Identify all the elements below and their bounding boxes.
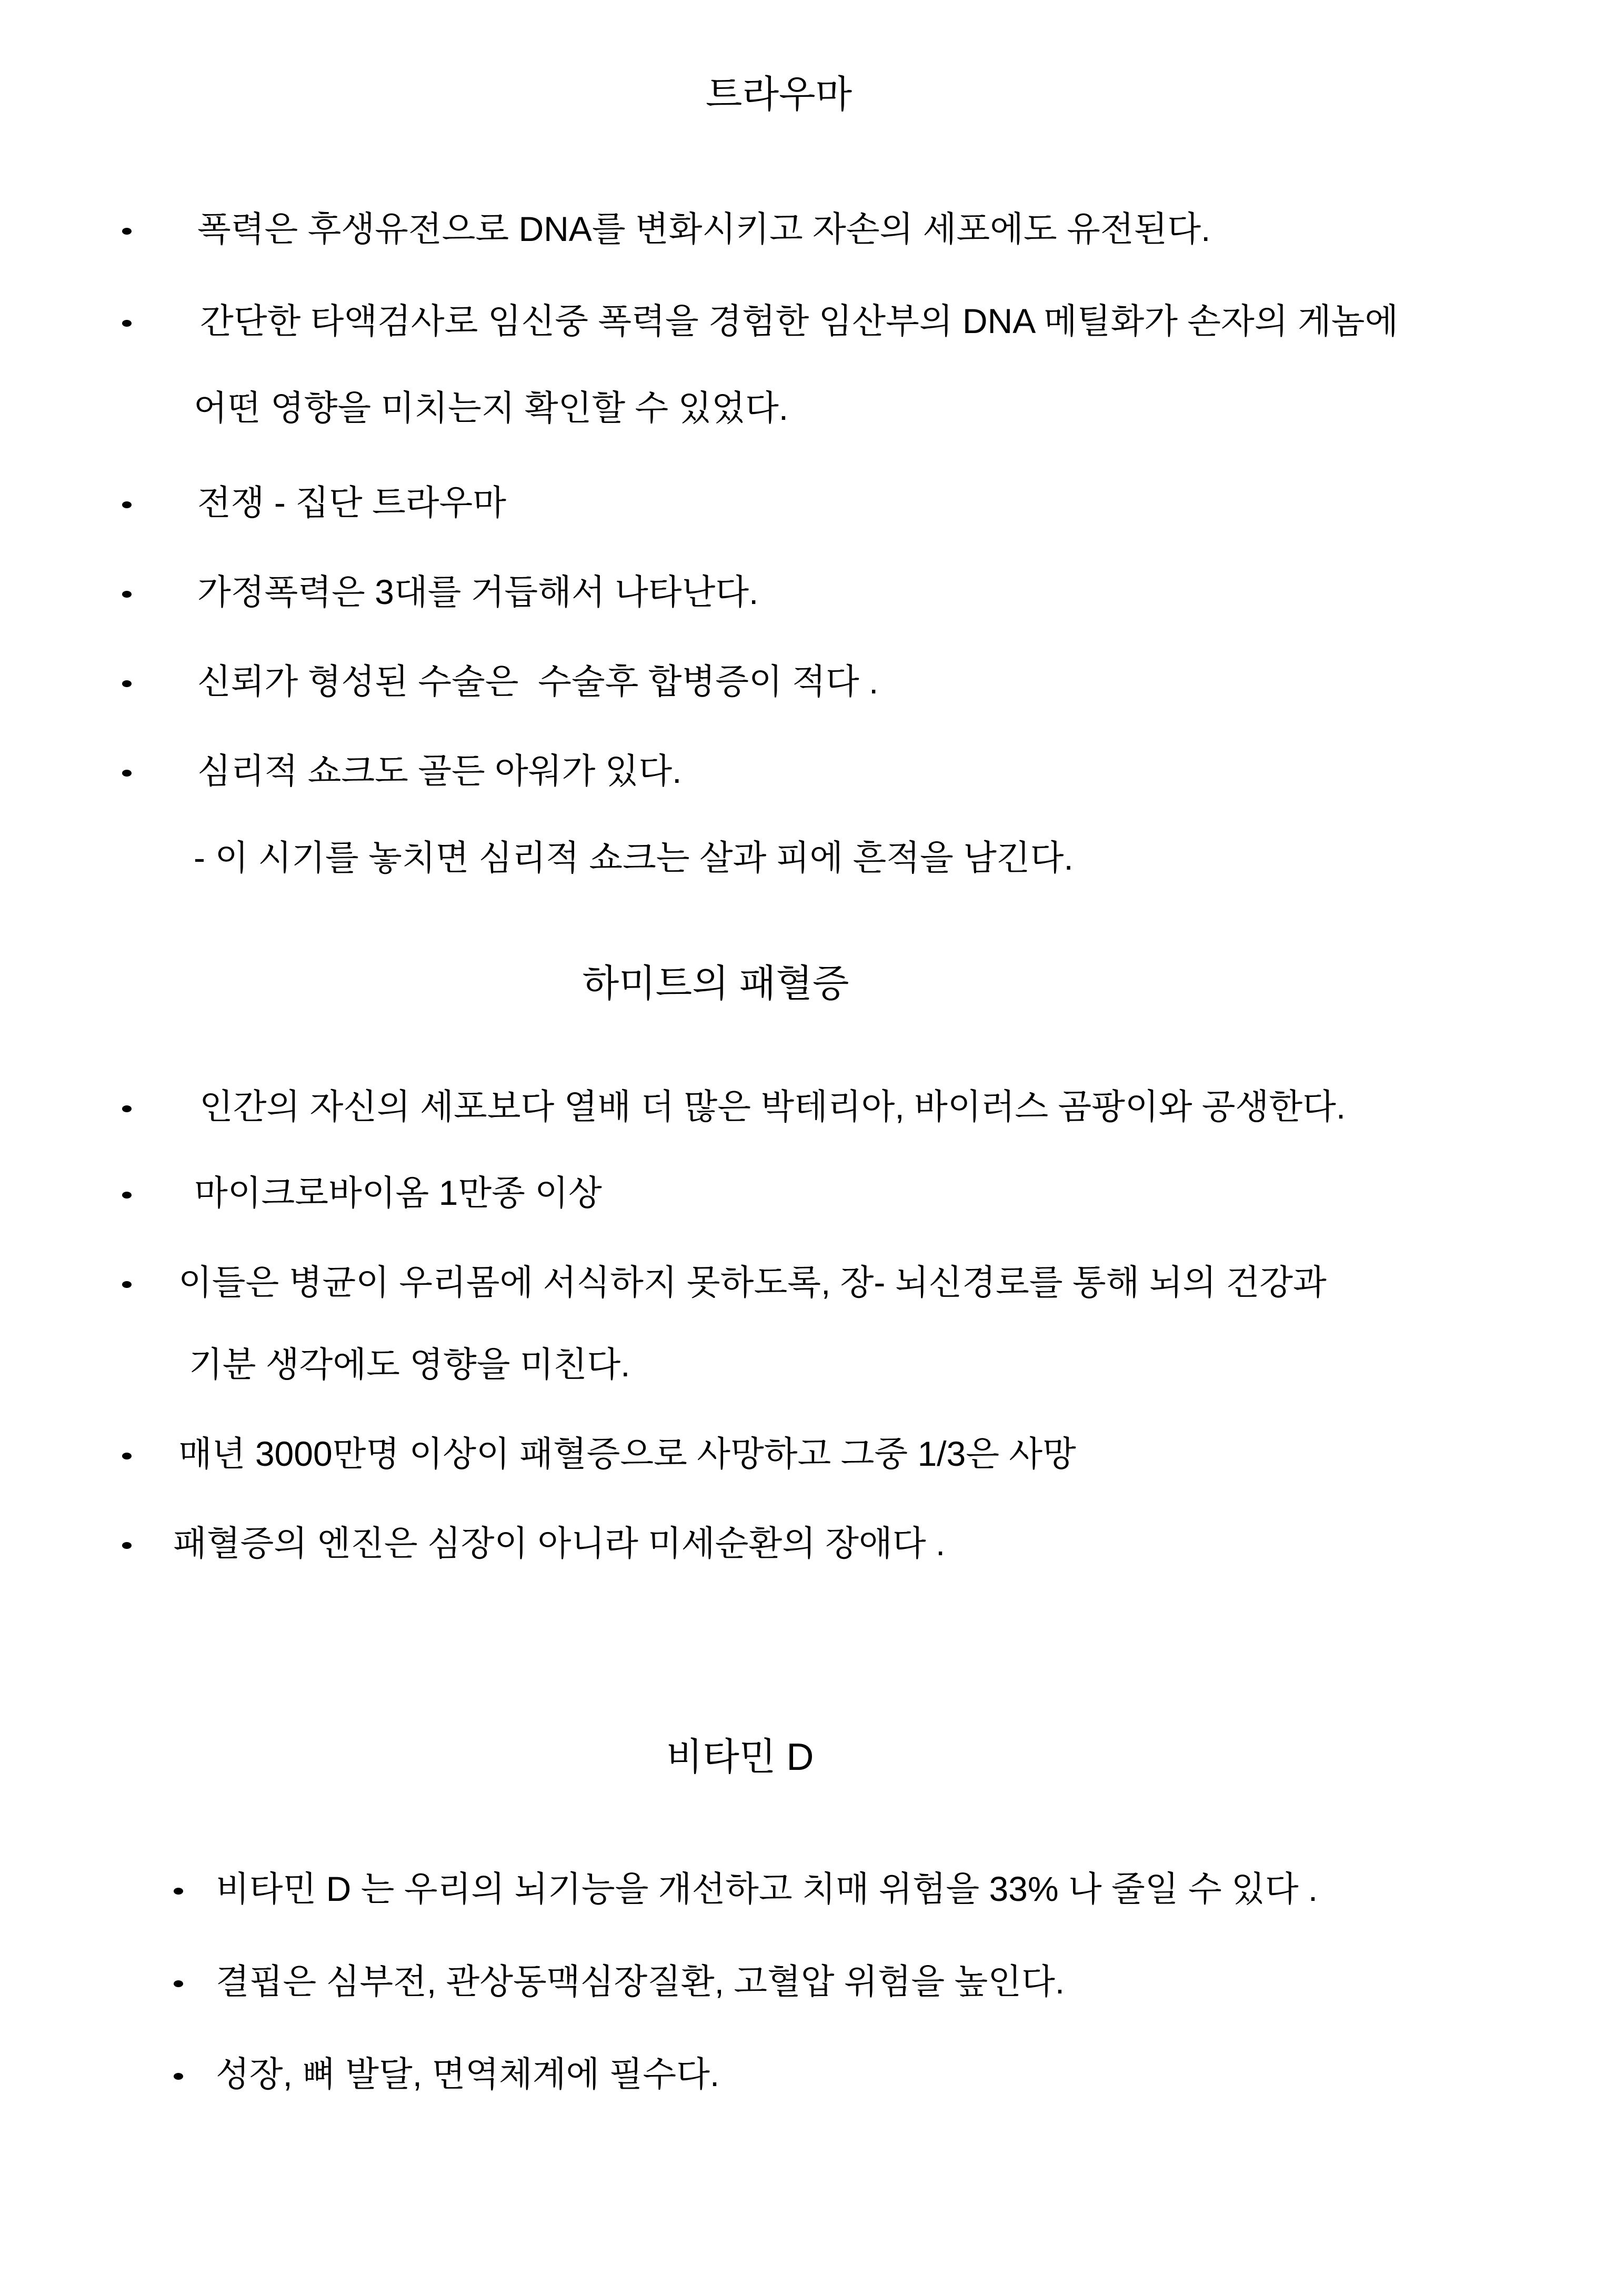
list-item <box>0 1409 1624 1498</box>
list-item-text: 신뢰가 형성된 수술은 수술후 합병증이 적다 . <box>197 662 879 701</box>
list-item <box>0 637 1624 726</box>
bullet-icon <box>122 770 132 777</box>
list-item-text: 전쟁 - 집단 트라우마 <box>197 483 507 522</box>
list-item <box>0 726 1624 815</box>
list-item-text: 간단한 타액검사로 임신중 폭력을 경험한 임산부의 DNA 메틸화가 손자의 게놈에 <box>200 301 1399 340</box>
list-item-text: 매년 3000만명 이상이 패혈증으로 사망하고 그중 1/3은 사망 <box>178 1434 1076 1473</box>
section-heading-trauma: 트라우마 <box>705 74 853 116</box>
list-item <box>0 1498 1624 1588</box>
list-item-text: - 이 시기를 놓치면 심리적 쇼크는 살과 피에 흔적을 남긴다. <box>194 838 1074 877</box>
bullet-icon <box>122 1542 132 1549</box>
bullet-icon <box>174 1980 183 1987</box>
bullet-icon <box>122 591 132 598</box>
list-item-text: 성장, 뼈 발달, 면역체계에 필수다. <box>216 2055 720 2093</box>
list-item <box>0 1237 1624 1327</box>
section-heading-vitamin-d: 비타민 D <box>666 1736 814 1778</box>
list-item <box>0 184 1624 274</box>
list-item-continuation <box>0 1320 1624 1409</box>
list-item <box>0 458 1624 547</box>
section-heading-sepsis: 하미트의 패혈증 <box>582 963 849 1005</box>
list-item <box>0 1148 1624 1237</box>
list-item-text: 폭력은 후생유전으로 DNA를 변화시키고 자손의 세포에도 유전된다. <box>197 209 1211 248</box>
list-item-text: 결핍은 심부전, 관상동맥심장질환, 고혈압 위험을 높인다. <box>216 1962 1065 2001</box>
list-item <box>0 276 1624 366</box>
bullet-icon <box>122 680 132 687</box>
bullet-icon <box>122 320 132 327</box>
bullet-icon <box>174 1888 183 1895</box>
list-item-text: 비타민 D 는 우리의 뇌기능을 개선하고 치매 위험을 33% 나 줄일 수 있다 . <box>216 1869 1318 1908</box>
list-item-subnote <box>0 813 1624 902</box>
list-item-text: 이들은 병균이 우리몸에 서식하지 못하도록, 장- 뇌신경로를 통해 뇌의 건강과 <box>178 1263 1327 1302</box>
list-item-text: 기분 생각에도 영향을 미친다. <box>189 1345 630 1384</box>
bullet-icon <box>122 228 132 235</box>
list-item-text: 어떤 영향을 미치는지 확인할 수 있었다. <box>194 388 789 427</box>
bullet-icon <box>122 501 132 508</box>
list-item-text: 심리적 쇼크도 골든 아워가 있다. <box>197 751 682 790</box>
list-item-text: 패혈증의 엔진은 심장이 아니라 미세순환의 장애다 . <box>173 1524 946 1563</box>
list-item <box>0 2029 1624 2119</box>
list-item <box>0 1062 1624 1151</box>
bullet-icon <box>122 1105 132 1112</box>
list-item-text: 가정폭력은 3대를 거듭해서 나타난다. <box>197 572 759 611</box>
bullet-icon <box>122 1281 132 1288</box>
list-item <box>0 1844 1624 1934</box>
list-item-text: 마이크로바이옴 1만종 이상 <box>194 1173 602 1212</box>
list-item <box>0 1937 1624 2026</box>
list-item-continuation <box>0 363 1624 452</box>
bullet-icon <box>122 1192 132 1199</box>
list-item <box>0 547 1624 637</box>
bullet-icon <box>174 2073 183 2080</box>
bullet-icon <box>122 1453 132 1459</box>
list-item-text: 인간의 자신의 세포보다 열배 더 많은 박테리아, 바이러스 곰팡이와 공생한다. <box>199 1087 1346 1126</box>
